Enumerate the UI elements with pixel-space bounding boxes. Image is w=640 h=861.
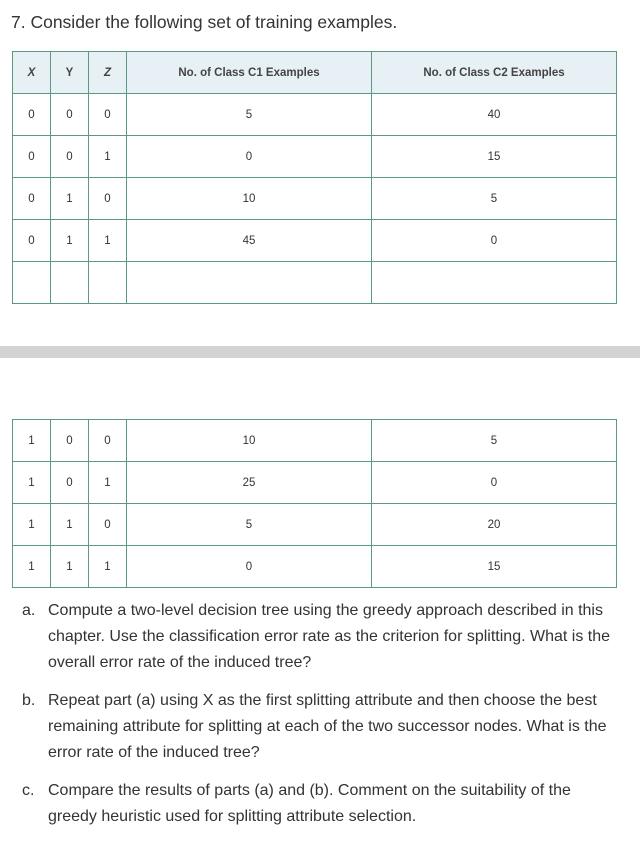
table-cell: 5 xyxy=(127,504,372,546)
question-marker: b. xyxy=(22,692,36,709)
table-cell: 0 xyxy=(13,178,51,220)
table-row xyxy=(13,220,617,262)
table-cell: 0 xyxy=(51,420,89,462)
table-cell: 1 xyxy=(51,546,89,588)
question-marker: a. xyxy=(22,602,36,619)
table-row xyxy=(13,504,617,546)
table-cell: 0 xyxy=(13,94,51,136)
table-cell: 1 xyxy=(13,462,51,504)
table-cell: 40 xyxy=(372,94,617,136)
table-cell: 0 xyxy=(51,462,89,504)
question-text: Compare the results of parts (a) and (b). Comment on the suitability of the greedy heuristic used for splitting attribute selection. xyxy=(48,782,571,825)
table-row xyxy=(13,94,617,136)
training-examples-table xyxy=(12,51,617,304)
table-cell: 1 xyxy=(51,220,89,262)
column-header-z: Z xyxy=(89,52,127,94)
table-cell: 5 xyxy=(372,178,617,220)
table-cell-empty xyxy=(372,262,617,304)
table-cell: 10 xyxy=(127,420,372,462)
question-item xyxy=(22,688,622,766)
table-cell: 1 xyxy=(13,504,51,546)
table-cell: 1 xyxy=(89,136,127,178)
table-row xyxy=(13,178,617,220)
column-header-c2: No. of Class C2 Examples xyxy=(372,52,617,94)
column-header-c1: No. of Class C1 Examples xyxy=(127,52,372,94)
table-row xyxy=(13,462,617,504)
table-cell: 0 xyxy=(372,462,617,504)
column-header-y: Y xyxy=(51,52,89,94)
table-cell: 0 xyxy=(89,420,127,462)
table-cell: 0 xyxy=(13,136,51,178)
table-cell: 0 xyxy=(127,136,372,178)
question-item xyxy=(22,778,622,830)
training-examples-table-continued xyxy=(12,419,617,588)
page-break-divider xyxy=(0,346,640,358)
table-cell: 1 xyxy=(89,220,127,262)
table-cell: 10 xyxy=(127,178,372,220)
table-header-row xyxy=(13,52,617,94)
question-item xyxy=(22,598,622,676)
column-header-x: X xyxy=(13,52,51,94)
table-cell: 0 xyxy=(89,178,127,220)
question-text: Repeat part (a) using X as the first splitting attribute and then choose the best remaining attribute for splitting at each of the two successor nodes. What is the error rate of the induced tree? xyxy=(48,692,607,761)
table-cell: 1 xyxy=(51,178,89,220)
table-cell: 0 xyxy=(127,546,372,588)
question-text: Compute a two-level decision tree using the greedy approach described in this chapter. Use the classification error rate as the criterion for splitting. What is the overall error rate of the induced tree? xyxy=(48,602,611,671)
table-cell: 45 xyxy=(127,220,372,262)
table-cell: 1 xyxy=(13,546,51,588)
table-cell: 0 xyxy=(89,94,127,136)
table-cell-empty xyxy=(51,262,89,304)
table-cell: 0 xyxy=(89,504,127,546)
table-cell-empty xyxy=(13,262,51,304)
table-cell: 5 xyxy=(127,94,372,136)
table-row-cutoff xyxy=(13,262,617,304)
question-list xyxy=(22,598,622,842)
table-row xyxy=(13,136,617,178)
table-cell: 0 xyxy=(51,94,89,136)
table-cell-empty xyxy=(89,262,127,304)
table-cell: 1 xyxy=(89,462,127,504)
table-cell: 1 xyxy=(51,504,89,546)
table-cell: 15 xyxy=(372,136,617,178)
table-cell: 1 xyxy=(89,546,127,588)
table-cell: 0 xyxy=(13,220,51,262)
table-cell: 0 xyxy=(51,136,89,178)
table-cell-empty xyxy=(127,262,372,304)
question-heading: 7. Consider the following set of training examples. xyxy=(11,12,398,32)
question-marker: c. xyxy=(22,782,35,799)
table-row xyxy=(13,420,617,462)
table-cell: 15 xyxy=(372,546,617,588)
table-row xyxy=(13,546,617,588)
table-cell: 0 xyxy=(372,220,617,262)
table-cell: 25 xyxy=(127,462,372,504)
table-cell: 20 xyxy=(372,504,617,546)
table-cell: 1 xyxy=(13,420,51,462)
table-cell: 5 xyxy=(372,420,617,462)
